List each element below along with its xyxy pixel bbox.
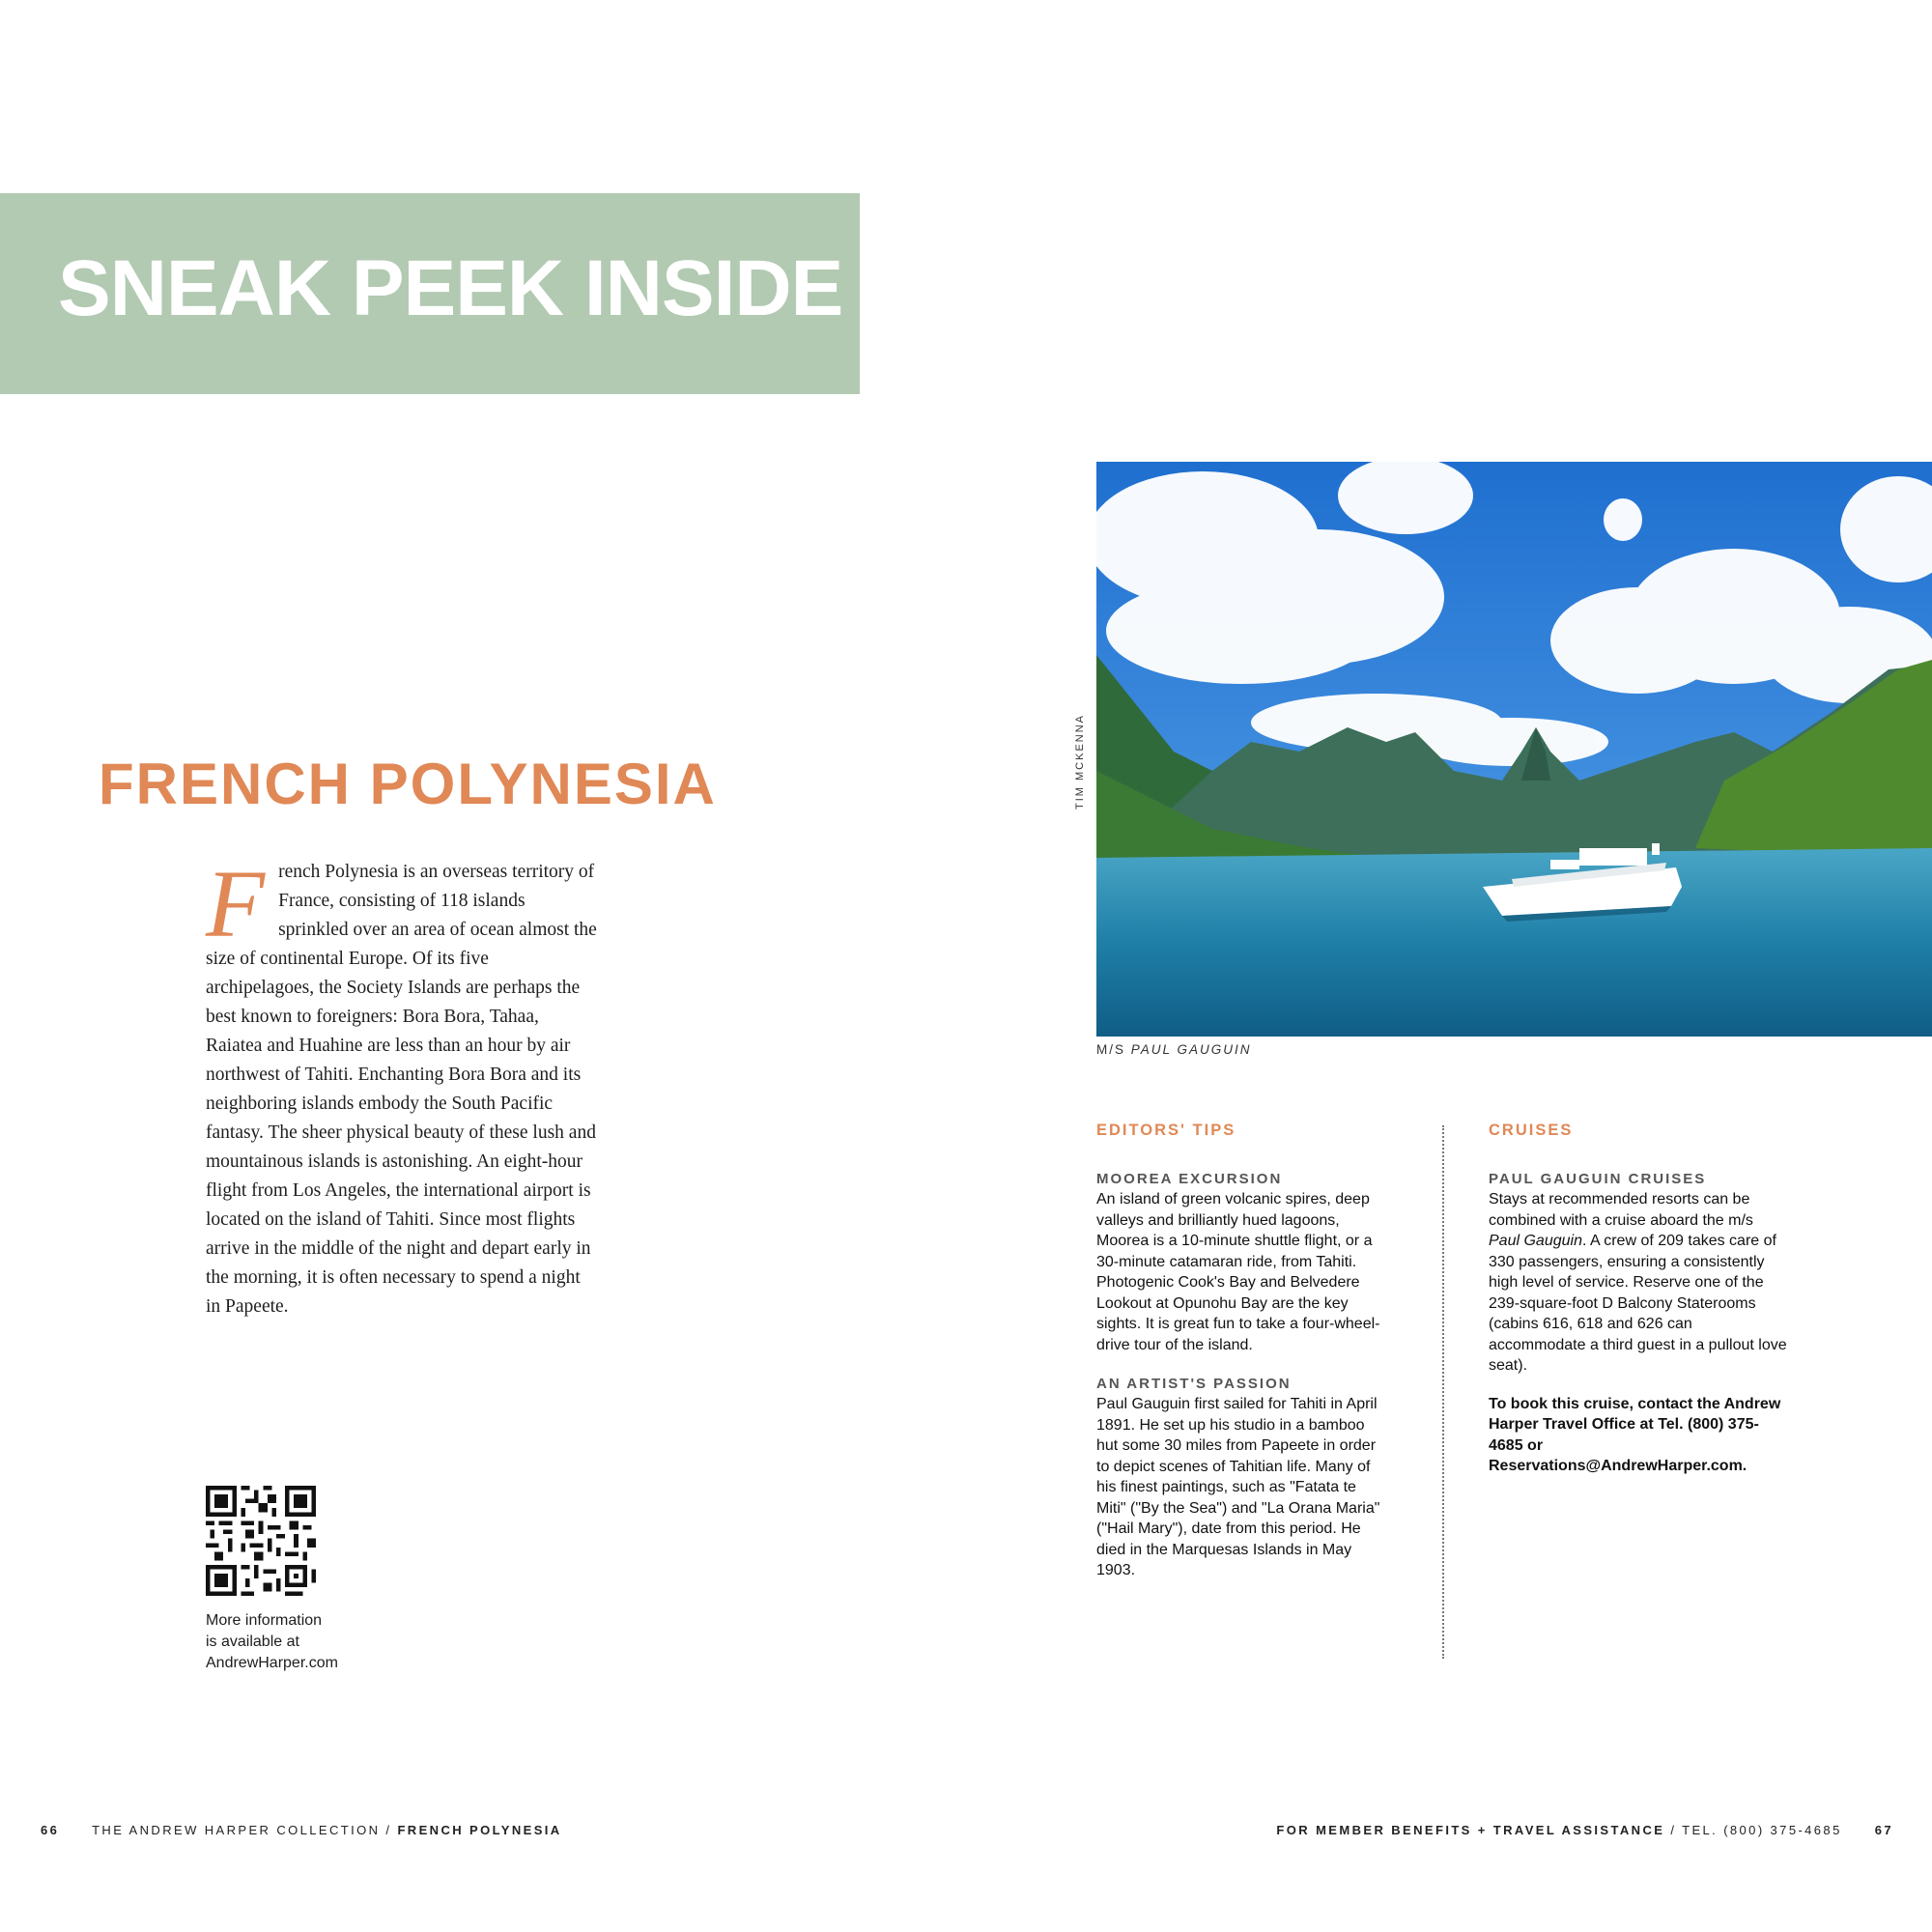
tip-title: AN ARTIST'S PASSION [1096,1376,1292,1392]
photo-caption: M/S PAUL GAUGUIN [1096,1042,1252,1057]
cruise-text: Stays at recommended resorts can be combined with a cruise aboard the m/s Paul Gauguin. A crew of 209 takes care of 330 passengers, ensuring a consistently high level of service. Reserve one of the 239-square-foot D Balcony Staterooms (cabins 616, 618 and 626 can accommodate a third guest in a pullout love seat). [1489,1191,1787,1374]
cruises-column [1489,1170,1788,1477]
booking-info[interactable]: To book this cruise, contact the Andrew Harper Travel Office at Tel. (800) 375-4685 or Reservations@AndrewHarper.com. [1489,1395,1781,1474]
tip-title: MOOREA EXCURSION [1096,1171,1283,1187]
tip-text: Paul Gauguin first sailed for Tahiti in April 1891. He set up his studio in a bamboo hut some 30 miles from Papeete in order to depict scenes of Tahitian life. Many of his finest paintings, such as "Fatata te Miti" ("By the Sea") and "La Orana Maria" ("Hail Mary"), date from this period. He died in the Marquesas Islands in May 1903. [1096,1396,1380,1578]
editors-tips-header: EDITORS' TIPS [1096,1122,1236,1139]
cruise-ship-photo [1096,462,1932,1037]
more-info-text: More information is available at AndrewHarper.com [206,1610,380,1674]
intro-article [206,850,597,1321]
destination-title: FRENCH POLYNESIA [99,752,717,816]
website-link[interactable]: AndrewHarper.com [206,1655,338,1671]
page-number-left: 66 [41,1823,60,1837]
photo-credit: TIM MCKENNA [1074,714,1086,810]
footer-right: FOR MEMBER BENEFITS + TRAVEL ASSISTANCE / TEL. (800) 375-4685 67 [1276,1823,1893,1837]
editors-tips-column [1096,1170,1386,1581]
page-number-right: 67 [1874,1823,1893,1837]
cruise-title: PAUL GAUGUIN CRUISES [1489,1171,1707,1187]
column-divider [1442,1125,1444,1659]
footer-left: 66 THE ANDREW HARPER COLLECTION / FRENCH POLYNESIA [41,1823,562,1837]
qr-code-icon[interactable] [206,1486,316,1596]
tip-text: An island of green volcanic spires, deep valleys and brilliantly hued lagoons, Moorea is a 10-minute shuttle flight, or a 30-minute catamaran ride, from Tahiti. Photogenic Cook's Bay and Belvedere Lookout at Opunohu Bay are the key sights. It is great fun to take a four-wheel-drive tour of the island. [1096,1191,1380,1353]
intro-text: rench Polynesia is an overseas territory of France, consisting of 118 islands sprinkled over an area of ocean almost the size of continental Europe. Of its five archipelagoes, the Society Islands are perhaps the best known to foreigners: Bora Bora, Tahaa, Raiatea and Huahine are less than an hour by air northwest of Tahiti. Enchanting Bora Bora and its neighboring islands embody the South Pacific fantasy. The sheer physical beauty of these lush and mountainous islands is astonishing. An eight-hour flight from Los Angeles, the international airport is located on the island of Tahiti. Since most flights arrive in the middle of the night and depart early in the morning, it is often necessary to spend a night in Papeete. [206,862,597,1317]
banner-title: SNEAK PEEK INSIDE [58,244,843,332]
cruises-header: CRUISES [1489,1122,1574,1139]
drop-cap: F [206,850,266,957]
